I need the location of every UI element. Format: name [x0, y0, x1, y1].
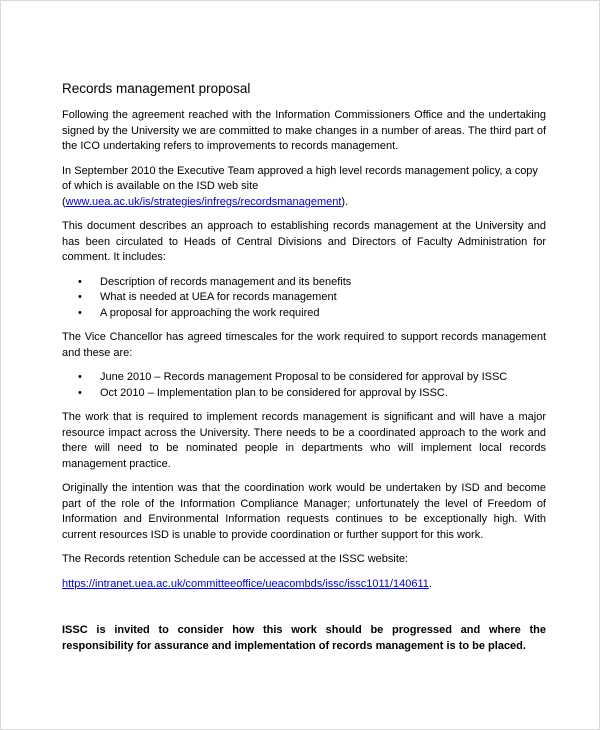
list-item: • A proposal for approaching the work required [100, 306, 546, 322]
paragraph-issc-link [62, 577, 546, 593]
policy-text-after: ). [341, 195, 349, 208]
isd-website-link[interactable]: www.uea.ac.uk/is/strategies/infregs/recordsmanagement [65, 195, 342, 208]
timescales-list [62, 370, 546, 401]
paragraph-document-approach: This document describes an approach to establishing records management at the University and has been circulated to Heads of Central Divisions and Directors of Faculty Administration for comment. It includes: [62, 220, 546, 263]
paragraph-work-required: The work that is required to implement records management is significant and will have a major resource impact across the University. There needs to be a coordinated approach to the work and there will need to be nominated people in departments who will implement local records management practice. [62, 411, 546, 470]
document-title: Records management proposal [62, 81, 251, 96]
paragraph-ico-agreement: Following the agreement reached with the Information Commissioners Office and the undertaking signed by the University we are committed to make changes in a number of areas. The third part of the ICO undertaking refers to improvements to records management. [62, 109, 546, 152]
list-item: • Oct 2010 – Implementation plan to be considered for approval by ISSC. [100, 386, 546, 402]
includes-list [62, 275, 546, 322]
issc-website-link[interactable]: https://intranet.uea.ac.uk/committeeoffice/ueacombds/issc/issc1011/140611 [62, 577, 429, 590]
issc-link-after: . [428, 577, 432, 590]
spacer [62, 601, 546, 623]
paragraph-retention-schedule: The Records retention Schedule can be accessed at the ISSC website: [62, 553, 409, 565]
list-item: • Description of records management and its benefits [100, 275, 546, 291]
policy-text-before: In September 2010 the Executive Team approved a high level records management policy, a copy of which is available on the ISD web site ( [62, 164, 538, 208]
paragraph-timescales: The Vice Chancellor has agreed timescales for the work required to support records management and these are: [62, 331, 546, 359]
list-item: • What is needed at UEA for records management [100, 290, 546, 306]
paragraph-coordination: Originally the intention was that the coordination work would be undertaken by ISD and become part of the role of the Information Compliance Manager; unfortunately the level of Freedom of Information and Environmental Information requests continues to be exceptionally high. With current resources ISD is unable to provide coordination or further support for this work. [62, 482, 546, 541]
document-content [62, 80, 546, 663]
list-item: • June 2010 – Records management Proposal to be considered for approval by ISSC [100, 370, 546, 386]
paragraph-policy-approval [62, 164, 546, 211]
paragraph-issc-invitation: ISSC is invited to consider how this work should be progressed and where the responsibility for assurance and implementation of records management is to be placed. [62, 624, 546, 652]
